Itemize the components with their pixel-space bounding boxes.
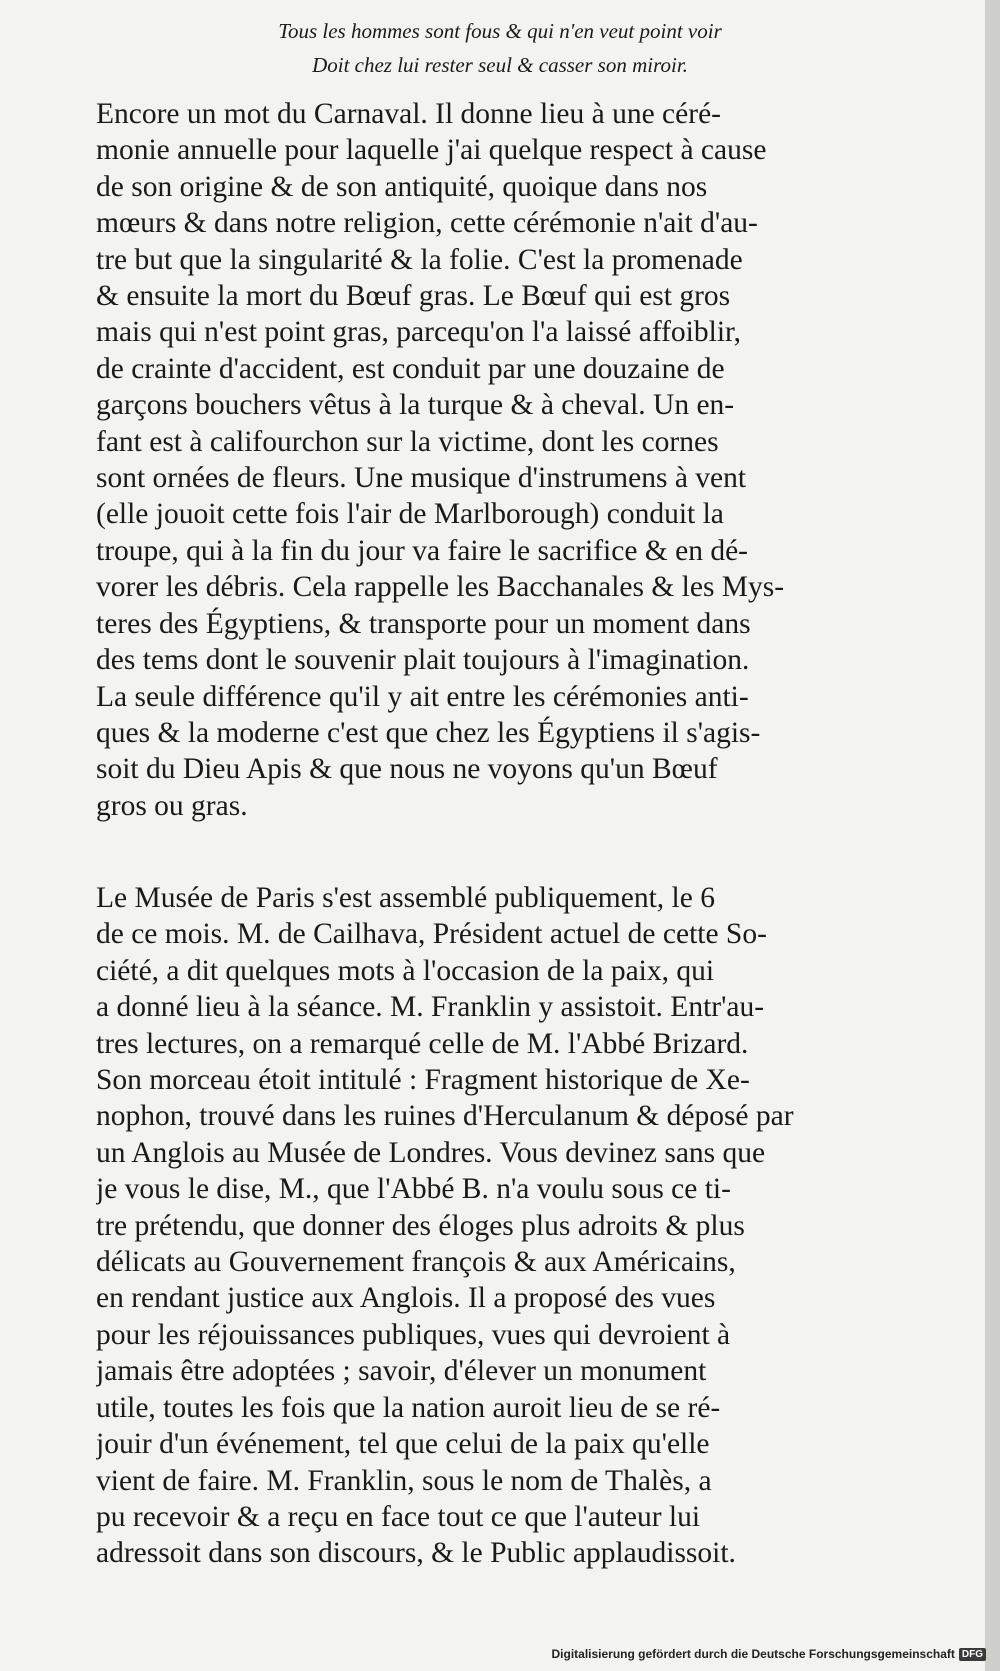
text-line: de crainte d'accident, est conduit par une douzaine de <box>96 352 725 385</box>
text-line: Encore un mot du Carnaval. Il donne lieu à une céré- <box>96 98 721 130</box>
text-line: adressoit dans son discours, & le Public applaudissoit. <box>96 1537 736 1570</box>
text-line: gros ou gras. <box>96 789 248 822</box>
digitization-footer <box>551 1647 986 1661</box>
text-line: tre prétendu, que donner des éloges plus adroits & plus <box>96 1209 745 1242</box>
text-line: mœurs & dans notre religion, cette cérémonie n'ait d'au- <box>96 207 758 240</box>
text-line: ciété, a dit quelques mots à l'occasion de la paix, qui <box>96 954 715 987</box>
text-line: pu recevoir & a reçu en face tout ce que l'auteur lui <box>96 1500 701 1533</box>
text-line: de son origine & de son antiquité, quoique dans nos <box>96 170 708 203</box>
text-line: sont ornées de fleurs. Une musique d'instrumens à vent <box>96 462 747 495</box>
text-line: en rendant justice aux Anglois. Il a proposé des vues <box>96 1282 716 1315</box>
text-line: a donné lieu à la séance. M. Franklin y assistoit. Entr'au- <box>96 991 765 1024</box>
text-line: ques & la moderne c'est que chez les Égyptiens il s'agis- <box>96 716 761 749</box>
text-line: délicats au Gouvernement françois & aux Américains, <box>96 1246 736 1279</box>
paragraph-carnaval <box>96 96 962 824</box>
text-line: (elle jouoit cette fois l'air de Marlborough) conduit la <box>96 498 724 531</box>
text-line: pour les réjouissances publiques, vues qui devroient à <box>96 1318 731 1351</box>
text-line: mais qui n'est point gras, parcequ'on l'a laissé affoiblir, <box>96 316 742 349</box>
dfg-logo-icon: DFG <box>959 1648 986 1661</box>
text-line: troupe, qui à la fin du jour va faire le sacrifice & en dé- <box>96 534 748 567</box>
text-line: nophon, trouvé dans les ruines d'Herculanum & déposé par <box>96 1100 794 1133</box>
text-line: de ce mois. M. de Cailhava, Président actuel de cette So- <box>96 918 767 951</box>
text-line: des tems dont le souvenir plait toujours à l'imagination. <box>96 644 750 677</box>
text-line: un Anglois au Musée de Londres. Vous devinez sans que <box>96 1136 766 1169</box>
text-line: jouir d'un événement, tel que celui de la paix qu'elle <box>96 1428 710 1461</box>
text-line: monie annuelle pour laquelle j'ai quelque respect à cause <box>96 134 767 167</box>
epigraph-line: Tous les hommes sont fous & qui n'en veut point voir <box>278 19 722 43</box>
epigraph-line: Doit chez lui rester seul & casser son miroir. <box>312 53 688 77</box>
text-line: vorer les débris. Cela rappelle les Bacchanales & les Mys- <box>96 571 785 604</box>
text-line: Le Musée de Paris s'est assemblé publiquement, le 6 <box>96 882 715 914</box>
text-line: jamais être adoptées ; savoir, d'élever un monument <box>96 1355 707 1388</box>
text-line: utile, toutes les fois que la nation auroit lieu de se ré- <box>96 1391 721 1424</box>
text-line: vient de faire. M. Franklin, sous le nom de Thalès, a <box>96 1464 712 1497</box>
text-line: je vous le dise, M., que l'Abbé B. n'a voulu sous ce ti- <box>96 1173 731 1206</box>
paragraph-musee <box>96 880 962 1572</box>
text-line: La seule différence qu'il y ait entre les cérémonies anti- <box>96 680 749 713</box>
text-line: fant est à califourchon sur la victime, dont les cornes <box>96 425 719 458</box>
text-line: Son morceau étoit intitulé : Fragment historique de Xe- <box>96 1064 750 1097</box>
footer-text: Digitalisierung gefördert durch die Deutsche Forschungsgemeinschaft <box>551 1647 955 1661</box>
text-line: tres lectures, on a remarqué celle de M. l'Abbé Brizard. <box>96 1027 749 1060</box>
text-line: tre but que la singularité & la folie. C'est la promenade <box>96 243 743 276</box>
text-line: soit du Dieu Apis & que nous ne voyons qu'un Bœuf <box>96 753 718 786</box>
text-line: teres des Égyptiens, & transporte pour un moment dans <box>96 607 751 640</box>
text-line: & ensuite la mort du Bœuf gras. Le Bœuf qui est gros <box>96 280 731 313</box>
epigraph <box>0 14 1000 82</box>
text-line: garçons bouchers vêtus à la turque & à cheval. Un en- <box>96 389 735 422</box>
page-gutter <box>985 0 1000 1671</box>
